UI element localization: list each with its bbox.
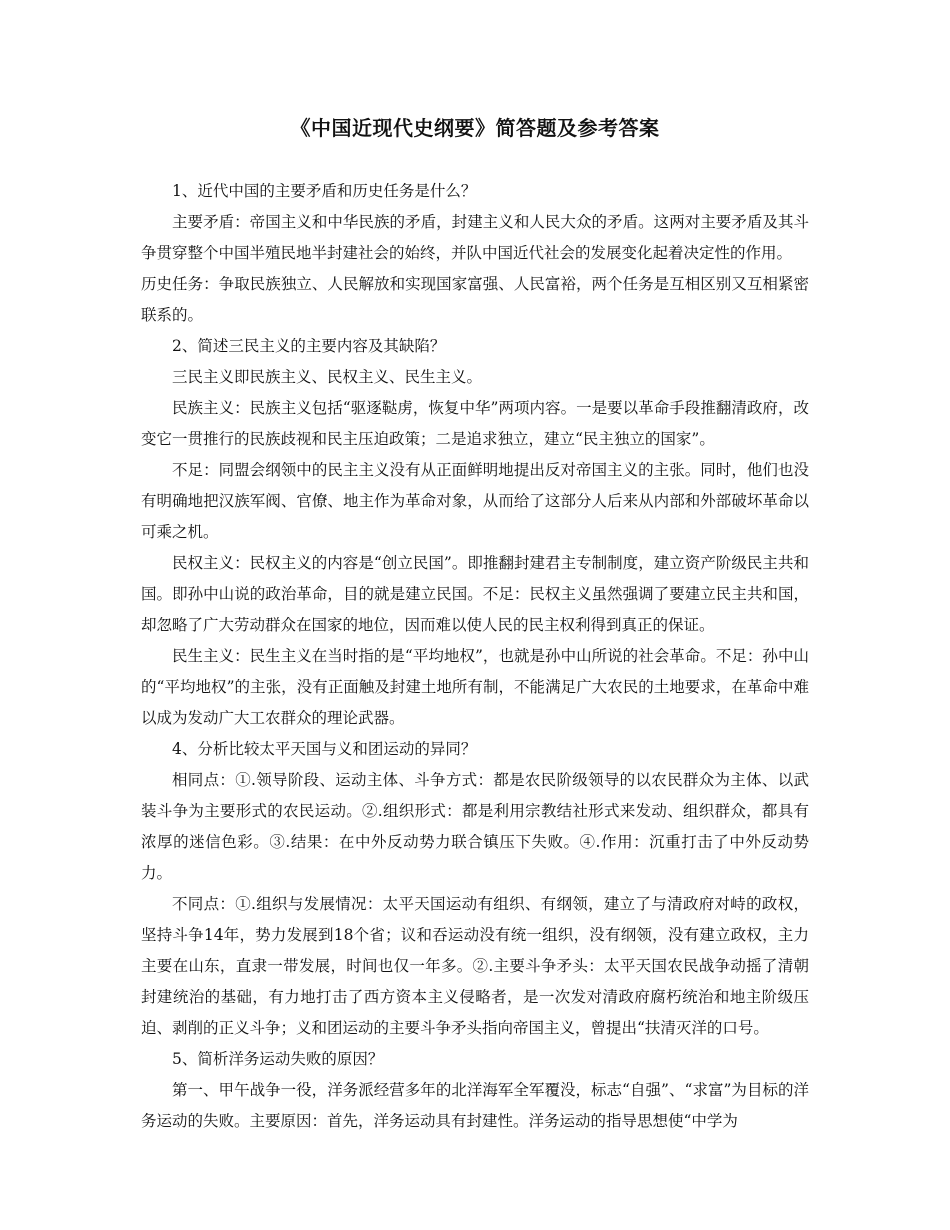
paragraph: 不同点：①.组织与发展情况：太平天国运动有组织、有纲领，建立了与清政府对峙的政权，坚持斗争14年，势力发展到18个省；议和吞运动没有统一组织，没有纲领，没有建立政权，主力主要在山东，直隶一带发展，时间也仅一年多。②.主要斗争矛头：太平天国农民战争动摇了清朝封建统治的基础，有力地打击了西方资本主义侵略者，是一次发对清政府腐朽统治和地主阶级压迫、剥削的正义斗争；义和团运动的主要斗争矛头指向帝国主义，曾提出“扶清灭洋的口号。 <box>141 895 809 1037</box>
paragraph: 2、简述三民主义的主要内容及其缺陷？ <box>172 337 446 355</box>
paragraph: 5、简析洋务运动失败的原因？ <box>172 1050 384 1068</box>
paragraph: 三民主义即民族主义、民权主义、民生主义。 <box>172 368 483 386</box>
paragraph: 相同点：①.领导阶段、运动主体、斗争方式：都是农民阶级领导的以农民群众为主体、以武装斗争为主要形式的农民运动。②.组织形式：都是利用宗教结社形式来发动、组织群众，都具有浓厚的迷信色彩。③.结果：在中外反动势力联合镇压下失败。④.作用：沉重打击了中外反动势力。 <box>141 771 809 882</box>
document-title: 《中国近现代史纲要》简答题及参考答案 <box>290 116 660 140</box>
paragraph: 主要矛盾：帝国主义和中华民族的矛盾，封建主义和人民大众的矛盾。这两对主要矛盾及其斗争贯穿整个中国半殖民地半封建社会的始终，并队中国近代社会的发展变化起着决定性的作用。 <box>141 213 809 262</box>
paragraph: 1、近代中国的主要矛盾和历史任务是什么？ <box>172 182 477 200</box>
document-body <box>141 176 809 1137</box>
paragraph: 民生主义：民生主义在当时指的是“平均地权”，也就是孙中山所说的社会革命。不足：孙中山的“平均地权”的主张，没有正面触及封建土地所有制，不能满足广大农民的土地要求，在革命中难以成为发动广大工农群众的理论武器。 <box>141 647 809 727</box>
paragraph: 民族主义：民族主义包括“驱逐鞑虏，恢复中华”两项内容。一是要以革命手段推翻清政府，改变它一贯推行的民族歧视和民主压迫政策；二是追求独立，建立“民主独立的国家”。 <box>141 399 809 448</box>
paragraph: 历史任务：争取民族独立、人民解放和实现国家富强、人民富裕，两个任务是互相区别又互相紧密联系的。 <box>141 275 809 324</box>
paragraph: 民权主义：民权主义的内容是“创立民国”。即推翻封建君主专制制度，建立资产阶级民主共和国。即孙中山说的政治革命，目的就是建立民国。不足：民权主义虽然强调了要建立民主共和国，却忽略了广大劳动群众在国家的地位，因而难以使人民的民主权利得到真正的保证。 <box>141 554 809 634</box>
paragraph: 不足：同盟会纲领中的民主主义没有从正面鲜明地提出反对帝国主义的主张。同时，他们也没有明确地把汉族军阀、官僚、地主作为革命对象，从而给了这部分人后来从内部和外部破坏革命以可乘之机。 <box>141 461 809 541</box>
paragraph: 第一、甲午战争一役，洋务派经营多年的北洋海军全军覆没，标志“自强”、“求富”为目标的洋务运动的失败。主要原因：首先，洋务运动具有封建性。洋务运动的指导思想使“中学为 <box>141 1081 809 1130</box>
paragraph: 4、分析比较太平天国与义和团运动的异同？ <box>172 740 477 758</box>
